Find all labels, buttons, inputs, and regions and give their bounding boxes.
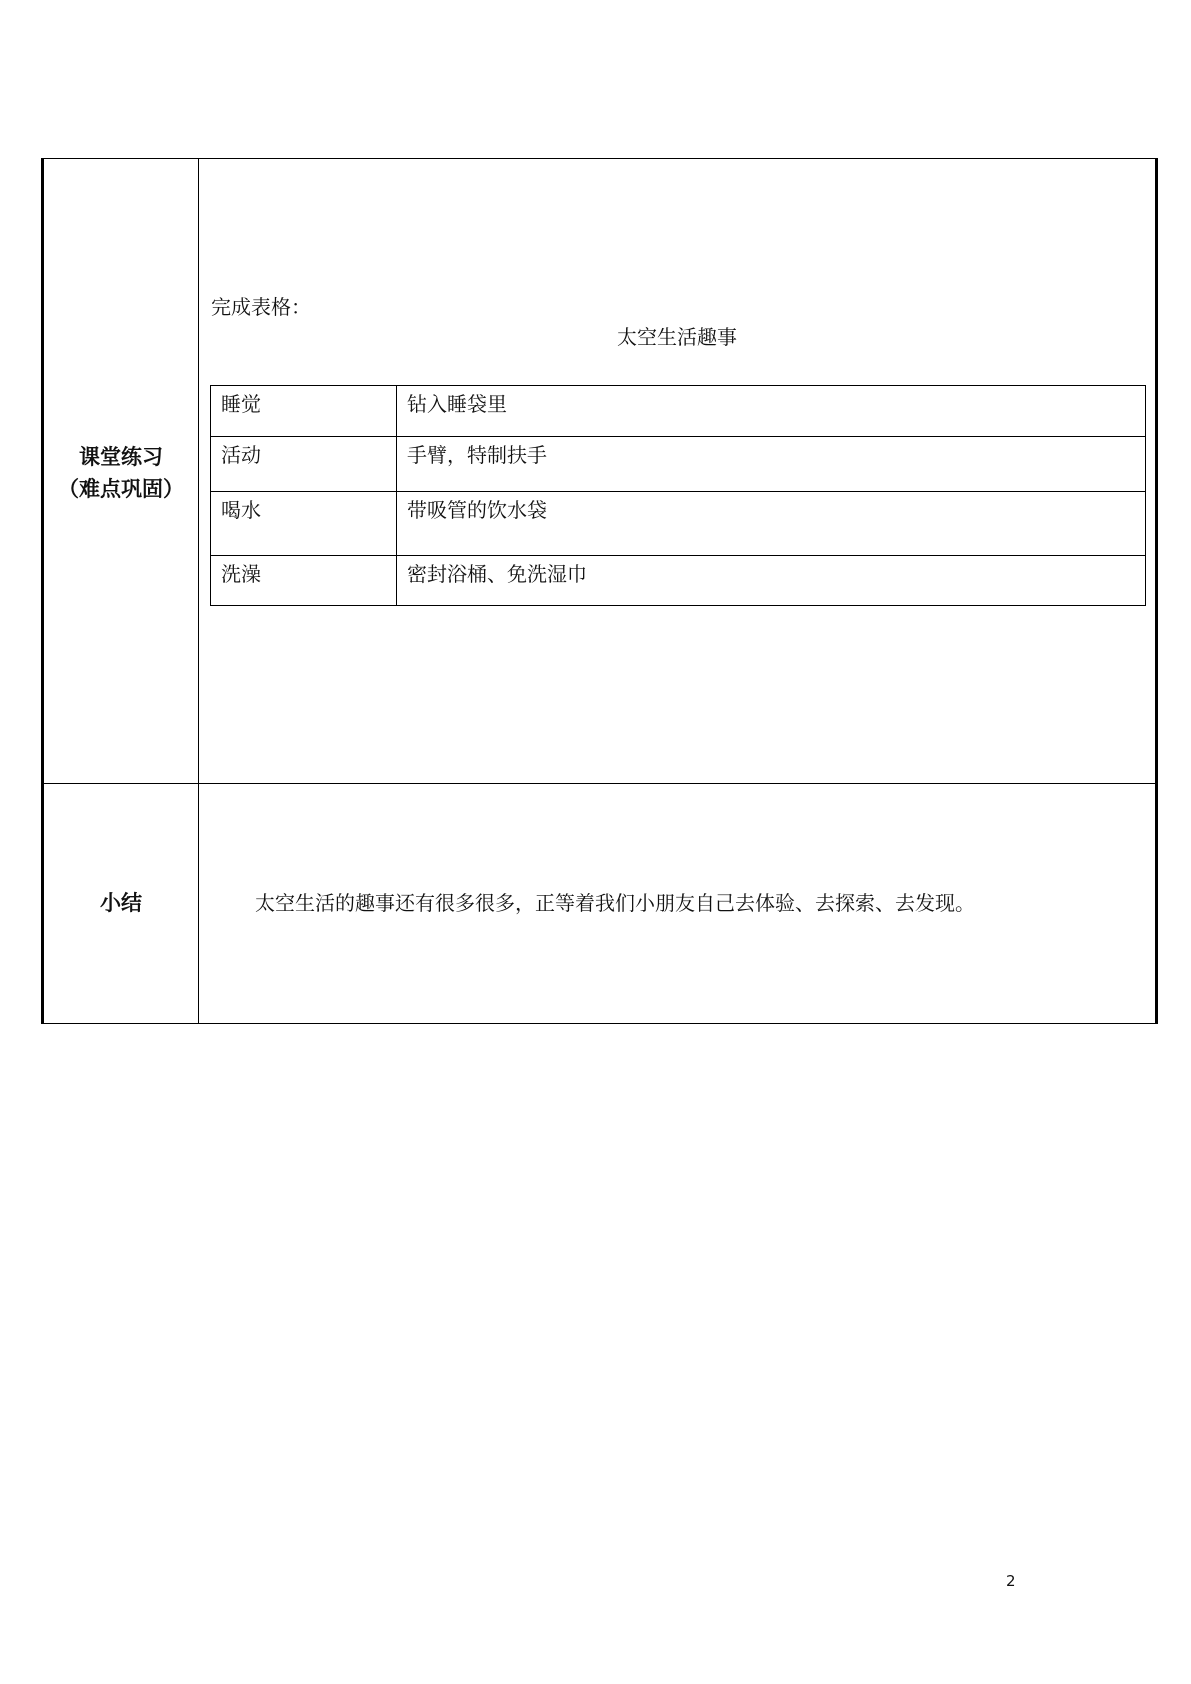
- table-row: [211, 437, 1146, 492]
- row-detail: 手臂，特制扶手: [397, 437, 1146, 492]
- table-row: [211, 492, 1146, 556]
- practice-label-line1: 课堂练习: [79, 445, 163, 469]
- page-number: 2: [1006, 1572, 1016, 1590]
- row-item: 洗澡: [211, 556, 397, 606]
- row-divider: [44, 783, 1155, 784]
- row-detail: 带吸管的饮水袋: [397, 492, 1146, 556]
- inner-table-title: 太空生活趣事: [617, 325, 737, 349]
- summary-label: 小结: [100, 891, 142, 915]
- table-row: [211, 556, 1146, 606]
- space-life-table: [210, 385, 1146, 606]
- row-detail: 钻入睡袋里: [397, 386, 1146, 437]
- row-detail: 密封浴桶、免洗湿巾: [397, 556, 1146, 606]
- row-item: 睡觉: [211, 386, 397, 437]
- summary-text: 太空生活的趣事还有很多很多，正等着我们小朋友自己去体验、去探索、去发现。: [255, 891, 975, 915]
- row-item: 活动: [211, 437, 397, 492]
- table-row: [211, 386, 1146, 437]
- practice-instruction: 完成表格：: [211, 295, 311, 319]
- lesson-table: [41, 158, 1158, 1024]
- column-divider: [198, 159, 199, 1023]
- practice-label-line2: （难点巩固）: [58, 477, 184, 501]
- practice-label: [44, 441, 198, 505]
- row-item: 喝水: [211, 492, 397, 556]
